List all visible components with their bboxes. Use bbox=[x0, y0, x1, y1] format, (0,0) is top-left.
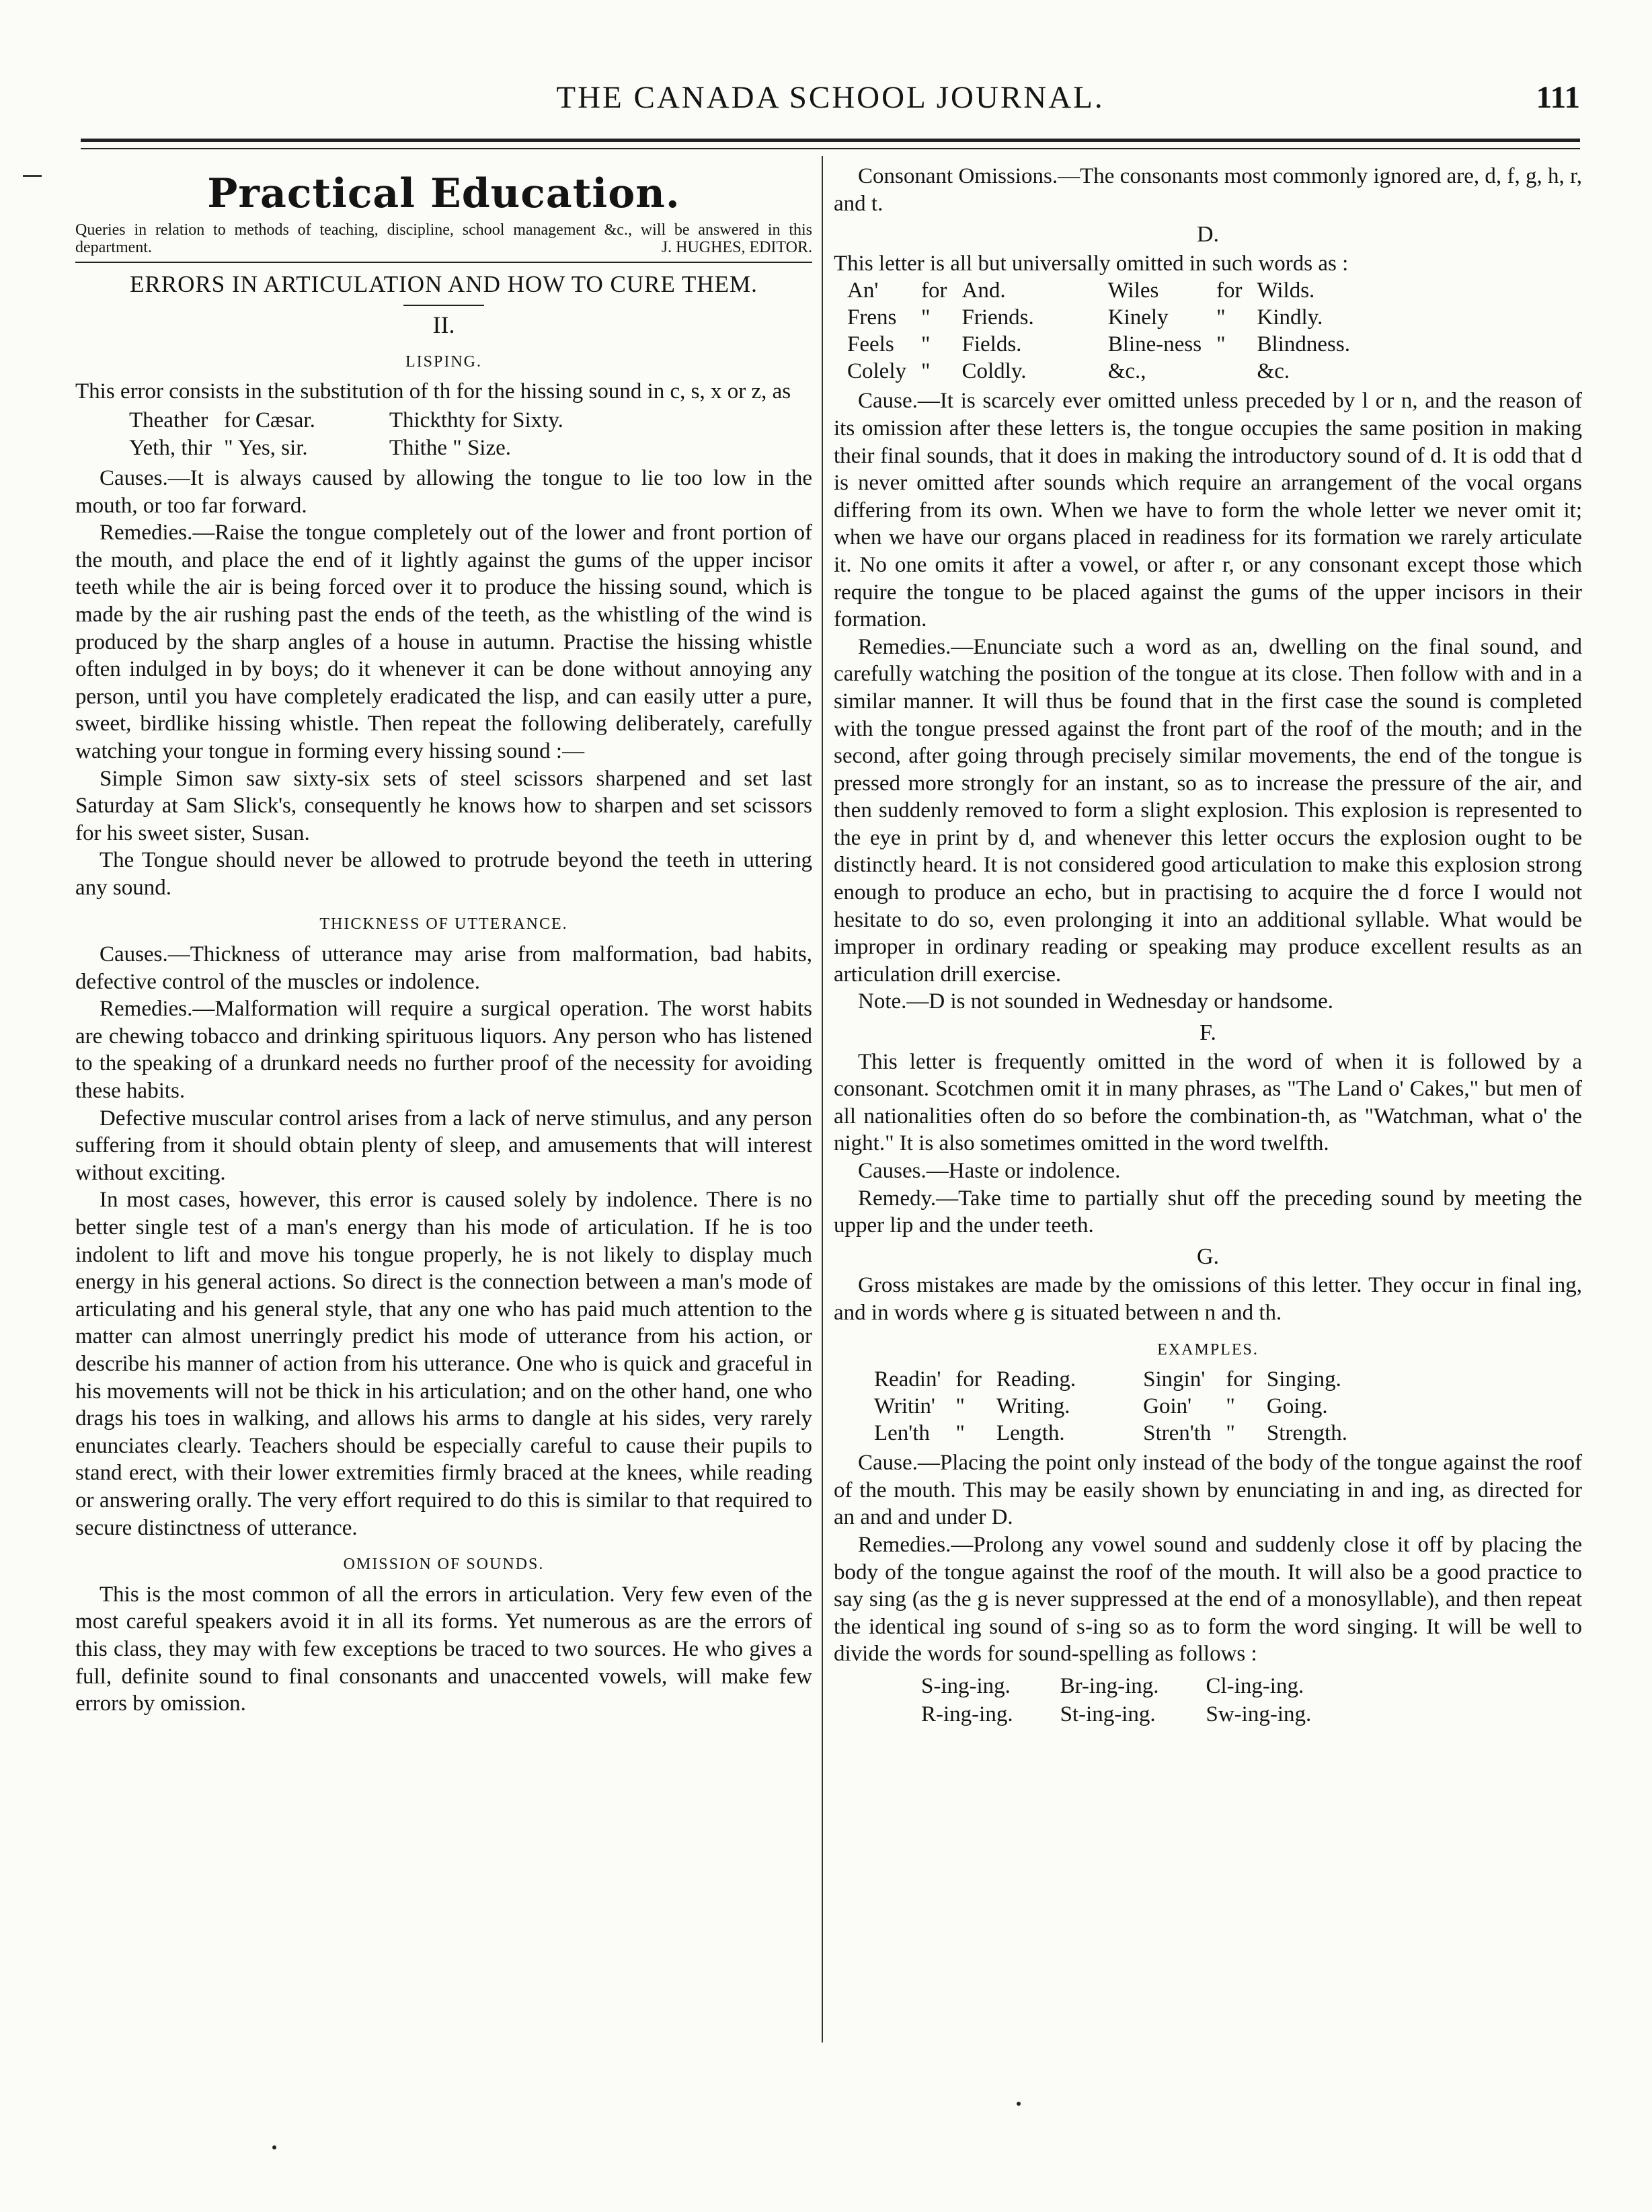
example-cell: Goin' bbox=[1143, 1394, 1192, 1419]
syllable-cell: St-ing-ing. bbox=[1060, 1702, 1156, 1726]
example-cell: Kindly. bbox=[1257, 305, 1323, 330]
example-cell: " bbox=[1226, 1421, 1235, 1446]
d-intro: This letter is all but universally omitted in such words as : bbox=[834, 251, 1349, 276]
example-row bbox=[847, 304, 1365, 331]
example-cell: Theather bbox=[129, 408, 208, 432]
lisping-heading: LISPING. bbox=[405, 352, 482, 371]
example-cell: &c. bbox=[1257, 359, 1290, 384]
example-cell: Len'th bbox=[874, 1421, 930, 1446]
example-row bbox=[129, 407, 576, 434]
letter-f-heading: F. bbox=[1199, 1020, 1216, 1046]
d-note: Note.—D is not sounded in Wednesday or handsome. bbox=[858, 989, 1334, 1014]
example-cell: for bbox=[921, 278, 947, 303]
example-cell: " bbox=[921, 305, 931, 330]
example-cell: Colely bbox=[847, 359, 906, 384]
example-cell: Length. bbox=[996, 1421, 1065, 1446]
example-cell: Yeth, thir bbox=[129, 435, 212, 460]
example-row bbox=[874, 1420, 1362, 1447]
lisping-examples bbox=[129, 407, 576, 462]
lisping-causes: Causes.—It is always caused by allowing the tongue to lie too low in the mouth, or too far forward. bbox=[75, 465, 812, 518]
syllable-row bbox=[921, 1672, 1358, 1700]
example-row bbox=[847, 331, 1365, 358]
department-title: Practical Education. bbox=[207, 170, 680, 217]
example-cell: And. bbox=[961, 278, 1006, 303]
example-cell: Strength. bbox=[1266, 1421, 1347, 1446]
example-row bbox=[129, 434, 576, 462]
margin-mark bbox=[23, 175, 42, 177]
example-row bbox=[847, 358, 1365, 385]
example-cell: Singing. bbox=[1266, 1367, 1341, 1392]
g-examples bbox=[874, 1366, 1362, 1447]
page-header bbox=[81, 79, 1580, 126]
syllable-cell: Cl-ing-ing. bbox=[1206, 1673, 1304, 1698]
header-rule-thin bbox=[81, 148, 1580, 149]
thickness-causes: Causes.—Thickness of utterance may arise from malformation, bad habits, defective control of the muscles or indolence. bbox=[75, 942, 812, 994]
example-cell: Reading. bbox=[996, 1367, 1076, 1392]
example-cell: " bbox=[955, 1421, 965, 1446]
example-cell: Wilds. bbox=[1257, 278, 1315, 303]
d-remedies: Remedies.—Enunciate such a word as an, dwelling on the final sound, and carefully watching the position of the tongue at its close. Then follow with and in a similar manner. It will thus be found that in the first case the sound is completed with the tongue pressed against the front part of the roof of the mouth; and in the second, after going through precisely similar movements, the end of the tongue is pressed more strongly for an instant, so as to increase the pressure of the air, and then suddenly removed to form a slight explosion. This explosion is represented to the eye in print by d, and whenever this letter occurs the explosion ought to be distinctly heard. It is not considered good articulation to make this explosion strong enough to produce an echo, but in practising to acquire the d force I would not hesitate to do so, even prolonging it into an additional syllable. What would be improper in ordinary reading or speaking may produce excellent results as an articulation drill exercise. bbox=[834, 634, 1582, 987]
g-text: Gross mistakes are made by the omissions of this letter. They occur in final ing, and in words where g is situated between n and th. bbox=[834, 1273, 1582, 1325]
syllable-cell: S-ing-ing. bbox=[921, 1673, 1011, 1698]
example-cell: Bline-ness bbox=[1107, 332, 1202, 357]
example-cell: Feels bbox=[847, 332, 894, 357]
example-cell: Blindness. bbox=[1257, 332, 1350, 357]
syllable-cell: Br-ing-ing. bbox=[1060, 1673, 1159, 1698]
example-cell: for bbox=[955, 1367, 982, 1392]
example-cell: Frens bbox=[847, 305, 897, 330]
thickness-remedies: Remedies.—Malformation will require a surgical operation. The worst habits are chewing tobacco and drinking spirituous liquors. Any person who has listened to the speaking of a drunkard needs no further proof of the necessity for avoiding these habits. bbox=[75, 997, 812, 1104]
d-cause: Cause.—It is scarcely ever omitted unless preceded by l or n, and the reason of its omission after these letters is, the tongue occupies the same position in making their final sounds, that it does in making the introductory sound of d. It is odd that d is never omitted after sounds which require an arrangement of the vocal organs differing from its own. When we have to form the whole letter we never omit it; when we have our organs placed in readiness for its formation we rarely articulate it. No one omits it after a vowel, or after r, or any consonant except those which require the tongue to be placed against the gums of the upper incisors in their formation. bbox=[834, 389, 1582, 632]
example-cell: Writin' bbox=[874, 1394, 935, 1419]
column-divider bbox=[822, 156, 823, 2043]
example-cell: Stren'th bbox=[1143, 1421, 1212, 1446]
d-examples bbox=[847, 277, 1365, 385]
example-cell: Writing. bbox=[996, 1394, 1070, 1419]
example-cell: for Cæsar. bbox=[224, 408, 315, 432]
thickness-muscular: Defective muscular control arises from a lack of nerve stimulus, and any person suffering from it should obtain plenty of sleep, and amusements that will interest without exciting. bbox=[75, 1106, 812, 1185]
f-text: This letter is frequently omitted in the word of when it is followed by a consonant. Scotchmen omit it in many phrases, as "The Land o' Cakes," but men of all nationalities often do so before the combination-th, as "Watchman, what o' the night." It is also sometimes omitted in the word twelfth. bbox=[834, 1049, 1582, 1156]
example-row bbox=[874, 1393, 1362, 1420]
g-cause: Cause.—Placing the point only instead of the body of the tongue against the roof of the mouth. This may be easily shown by enunciating in and ing, as directed for an and and under D. bbox=[834, 1451, 1582, 1530]
left-column bbox=[75, 163, 812, 1718]
example-cell: Coldly. bbox=[961, 359, 1027, 384]
editor-credit: J. HUGHES, EDITOR. bbox=[661, 238, 812, 256]
example-cell: Singin' bbox=[1143, 1367, 1206, 1392]
example-cell bbox=[1216, 358, 1257, 385]
lisping-drill: Simple Simon saw sixty-six sets of steel scissors sharpened and set last Saturday at Sam Slick's, consequently he knows how to sharpen and set scissors for his sweet sister, Susan. bbox=[75, 766, 812, 845]
department-notice bbox=[75, 221, 812, 256]
example-row bbox=[874, 1366, 1362, 1393]
example-cell: " bbox=[1216, 332, 1226, 357]
header-rule bbox=[81, 139, 1580, 142]
example-cell: Thithe " Size. bbox=[389, 435, 512, 460]
right-column bbox=[834, 163, 1582, 1728]
example-cell: " bbox=[1216, 305, 1226, 330]
thickness-indolence: In most cases, however, this error is caused solely by indolence. There is no better single test of a man's energy than his mode of articulation. If he is too indolent to lift and move his tongue properly, he is not likely to display much energy in his general actions. So direct is the connection between a man's mode of articulating and his general style, that any one who has paid much attention to the matter can almost unerringly predict his mode of utterance from his action, or describe his manner of action from his utterance. One who is quick and graceful in his movements will not be thick in his articulation; and on the other hand, one who drags his toes in walking, and allows his arms to dangle at his sides, very rarely enunciates clearly. Teachers should be especially careful to cause their pupils to stand erect, with their lower extremities firmly braced at the knees, while reading or answering orally. The very effort required to do this is similar to that required to secure distinctness of utterance. bbox=[75, 1188, 812, 1540]
f-causes: Causes.—Haste or indolence. bbox=[858, 1159, 1121, 1183]
example-cell: Going. bbox=[1266, 1394, 1328, 1419]
title-rule bbox=[403, 305, 484, 306]
example-cell: An' bbox=[847, 278, 879, 303]
thickness-heading: THICKNESS OF UTTERANCE. bbox=[319, 915, 568, 933]
f-remedy: Remedy.—Take time to partially shut off the preceding sound by meeting the upper lip and the under teeth. bbox=[834, 1186, 1582, 1238]
letter-g-heading: G. bbox=[1196, 1244, 1220, 1269]
lisping-intro: This error consists in the substitution of th for the hissing sound in c, s, x or z, as bbox=[75, 379, 791, 404]
ink-speck bbox=[272, 2145, 276, 2149]
omission-heading: OMISSION OF SOUNDS. bbox=[343, 1556, 545, 1574]
syllable-row bbox=[921, 1700, 1358, 1728]
syllable-cell: R-ing-ing. bbox=[921, 1702, 1013, 1726]
example-cell: Readin' bbox=[874, 1367, 941, 1392]
example-cell: Fields. bbox=[961, 332, 1022, 357]
example-cell: Thickthty for Sixty. bbox=[389, 408, 563, 432]
consonant-omissions: Consonant Omissions.—The consonants most commonly ignored are, d, f, g, h, r, and t. bbox=[834, 164, 1582, 216]
tongue-note: The Tongue should never be allowed to protrude beyond the teeth in uttering any sound. bbox=[75, 848, 812, 900]
example-cell: Friends. bbox=[961, 305, 1034, 330]
running-head: THE CANADA SCHOOL JOURNAL. bbox=[556, 80, 1105, 115]
g-remedies: Remedies.—Prolong any vowel sound and suddenly close it off by placing the body of the tongue against the roof of the mouth. It will also be a good practice to say sing (as the g is never suppressed at the end of a monosyllable), and then repeat the identical ing sound of s-ing so as to form the word singing. It will be well to divide the words for sound-spelling as follows : bbox=[834, 1532, 1582, 1667]
example-cell: " bbox=[955, 1394, 965, 1419]
omission-text: This is the most common of all the errors in articulation. Very few even of the most careful speakers avoid it in all its forms. Yet numerous as are the errors of this class, they may with few exceptions be traced to two sources. He who gives a full, definite sound to final consonants and unaccented vowels, will make few errors by omission. bbox=[75, 1582, 812, 1716]
example-cell: for bbox=[1216, 278, 1243, 303]
article-part: II. bbox=[432, 311, 455, 339]
example-cell: for bbox=[1226, 1367, 1252, 1392]
example-cell: " Yes, sir. bbox=[224, 435, 308, 460]
example-cell: " bbox=[921, 332, 931, 357]
lisping-remedies: Remedies.—Raise the tongue completely out of the lower and front portion of the mouth, and place the end of it lightly against the gums of the upper incisor teeth while the air is being forced over it to produce the hissing sound, which is made by the air rushing past the ends of the teeth, as the whistling of the wind is produced by the sharp angles of a house in autumn. Practise the hissing whistle often indulged in by boys; do it whenever it can be done without annoying any person, until you have completely eradicated the lisp, and can easily utter a pure, sweet, birdlike hissing whistle. Then repeat the following deliberately, carefully watching your tongue in forming every hissing sound :— bbox=[75, 521, 812, 763]
letter-d-heading: D. bbox=[1196, 222, 1220, 247]
syllable-table bbox=[921, 1672, 1358, 1728]
page-number: 111 bbox=[1536, 80, 1580, 115]
example-cell: " bbox=[1226, 1394, 1235, 1419]
example-cell: Kinely bbox=[1107, 305, 1169, 330]
example-cell: Wiles bbox=[1107, 278, 1159, 303]
syllable-cell: Sw-ing-ing. bbox=[1206, 1702, 1312, 1726]
notice-text: Queries in relation to methods of teaching, discipline, school management &c., will be answered in this department. bbox=[75, 221, 812, 256]
example-row bbox=[847, 277, 1365, 304]
g-examples-heading: EXAMPLES. bbox=[1157, 1340, 1259, 1359]
article-title: ERRORS IN ARTICULATION AND HOW TO CURE THEM. bbox=[130, 270, 758, 297]
ink-speck bbox=[1017, 2102, 1021, 2106]
example-cell: &c., bbox=[1107, 359, 1146, 384]
example-cell: " bbox=[921, 359, 931, 384]
notice-rule bbox=[75, 262, 812, 263]
